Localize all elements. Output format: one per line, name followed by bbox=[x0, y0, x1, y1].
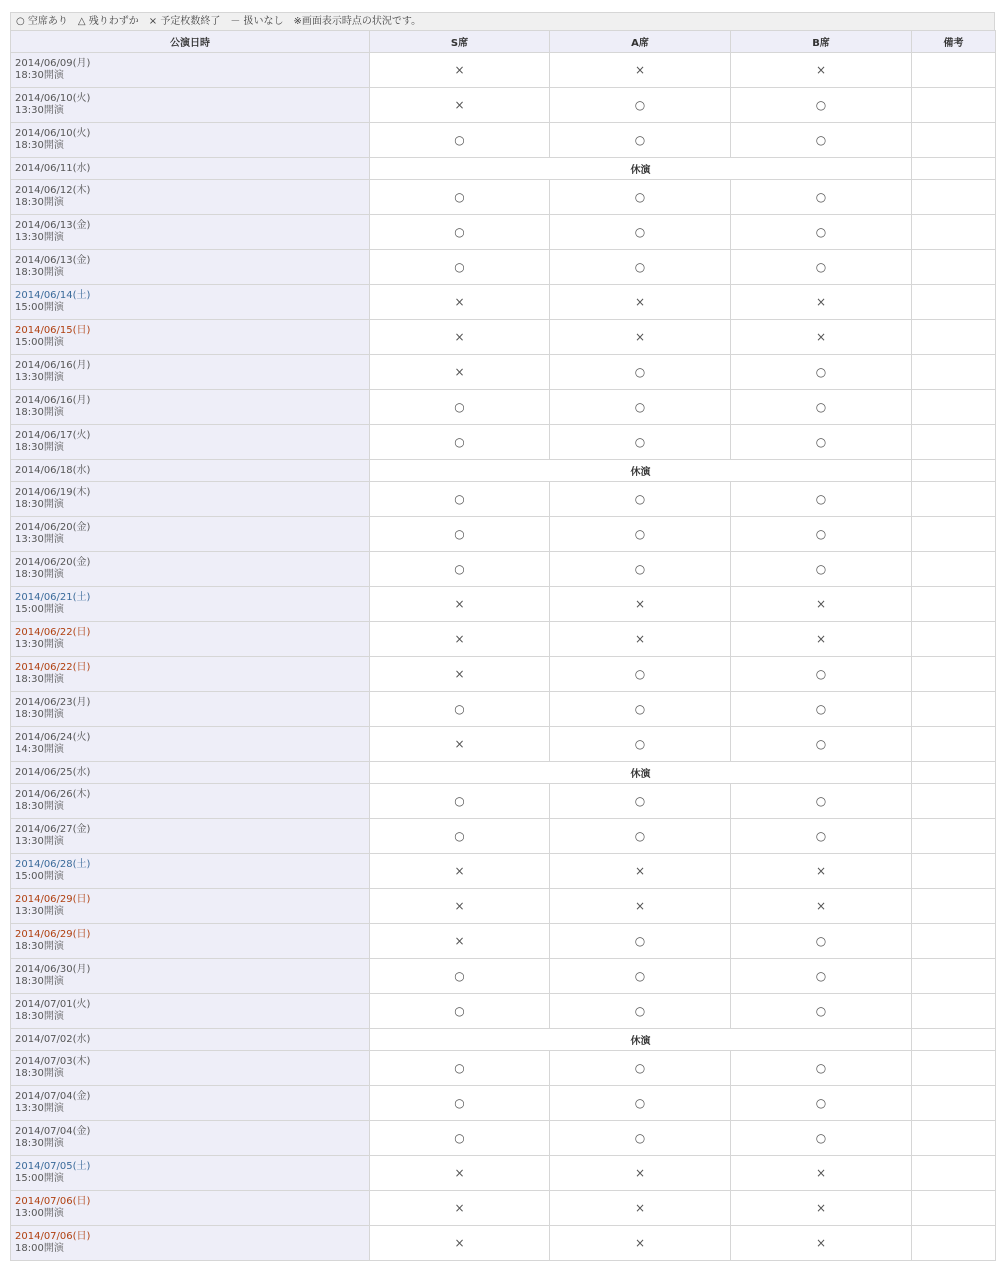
performance-date-cell bbox=[11, 819, 370, 854]
performance-date: 2014/06/21(土) bbox=[15, 592, 91, 603]
performance-time: 18:30開演 bbox=[15, 1011, 64, 1022]
b-seat-status: ○ bbox=[731, 692, 912, 727]
performance-date-cell bbox=[11, 762, 370, 784]
remarks-cell bbox=[912, 1086, 996, 1121]
s-seat-status: ○ bbox=[370, 959, 550, 994]
s-seat-status: ○ bbox=[370, 250, 550, 285]
remarks-cell bbox=[912, 1226, 996, 1261]
a-seat-status: × bbox=[550, 285, 731, 320]
performance-date: 2014/06/10(火) bbox=[15, 93, 91, 104]
table-row bbox=[11, 482, 996, 517]
remarks-cell bbox=[912, 215, 996, 250]
b-seat-status: ○ bbox=[731, 784, 912, 819]
s-seat-status: × bbox=[370, 657, 550, 692]
remarks-cell bbox=[912, 587, 996, 622]
b-seat-status: ○ bbox=[731, 390, 912, 425]
b-seat-status: ○ bbox=[731, 1121, 912, 1156]
b-seat-status: ○ bbox=[731, 250, 912, 285]
performance-time: 18:30開演 bbox=[15, 70, 64, 81]
performance-time: 13:30開演 bbox=[15, 534, 64, 545]
performance-time: 18:30開演 bbox=[15, 197, 64, 208]
performance-date: 2014/06/12(木) bbox=[15, 185, 91, 196]
table-row bbox=[11, 854, 996, 889]
remarks-cell bbox=[912, 285, 996, 320]
s-seat-status: ○ bbox=[370, 994, 550, 1029]
performance-date: 2014/06/22(日) bbox=[15, 627, 91, 638]
b-seat-status: ○ bbox=[731, 517, 912, 552]
performance-time: 18:30開演 bbox=[15, 674, 64, 685]
table-row bbox=[11, 123, 996, 158]
availability-table-container bbox=[10, 12, 995, 1261]
performance-date: 2014/06/09(月) bbox=[15, 58, 91, 69]
table-row bbox=[11, 1086, 996, 1121]
table-row bbox=[11, 819, 996, 854]
remarks-cell bbox=[912, 1029, 996, 1051]
table-row bbox=[11, 285, 996, 320]
performance-date: 2014/06/16(月) bbox=[15, 360, 91, 371]
performance-date: 2014/06/25(水) bbox=[15, 766, 91, 778]
performance-date-cell bbox=[11, 517, 370, 552]
table-row bbox=[11, 1191, 996, 1226]
b-seat-status: ○ bbox=[731, 482, 912, 517]
remarks-cell bbox=[912, 320, 996, 355]
a-seat-status: ○ bbox=[550, 552, 731, 587]
a-seat-status: × bbox=[550, 1156, 731, 1191]
table-row bbox=[11, 622, 996, 657]
performance-date-cell bbox=[11, 482, 370, 517]
table-row bbox=[11, 552, 996, 587]
remarks-cell bbox=[912, 819, 996, 854]
performance-date-cell bbox=[11, 355, 370, 390]
a-seat-status: ○ bbox=[550, 215, 731, 250]
a-seat-status: ○ bbox=[550, 250, 731, 285]
performance-date: 2014/06/30(月) bbox=[15, 964, 91, 975]
s-seat-status: × bbox=[370, 727, 550, 762]
b-seat-status: × bbox=[731, 587, 912, 622]
b-seat-status: × bbox=[731, 889, 912, 924]
a-seat-status: ○ bbox=[550, 88, 731, 123]
remarks-cell bbox=[912, 994, 996, 1029]
s-seat-status: × bbox=[370, 1156, 550, 1191]
remarks-cell bbox=[912, 727, 996, 762]
remarks-cell bbox=[912, 854, 996, 889]
remarks-cell bbox=[912, 784, 996, 819]
performance-time: 18:30開演 bbox=[15, 1068, 64, 1079]
table-row bbox=[11, 215, 996, 250]
b-seat-status: ○ bbox=[731, 1086, 912, 1121]
performance-date-cell bbox=[11, 1121, 370, 1156]
performance-date-cell bbox=[11, 1086, 370, 1121]
b-seat-status: ○ bbox=[731, 215, 912, 250]
remarks-cell bbox=[912, 762, 996, 784]
performance-date-cell bbox=[11, 552, 370, 587]
performance-time: 18:30開演 bbox=[15, 407, 64, 418]
performance-date: 2014/07/04(金) bbox=[15, 1126, 91, 1137]
table-row bbox=[11, 355, 996, 390]
performance-date: 2014/06/29(日) bbox=[15, 894, 91, 905]
b-seat-status: ○ bbox=[731, 819, 912, 854]
performance-date-cell bbox=[11, 215, 370, 250]
b-seat-status: × bbox=[731, 1191, 912, 1226]
a-seat-status: × bbox=[550, 854, 731, 889]
s-seat-status: × bbox=[370, 854, 550, 889]
a-seat-status: × bbox=[550, 53, 731, 88]
table-row bbox=[11, 1156, 996, 1191]
performance-date: 2014/06/26(木) bbox=[15, 789, 91, 800]
performance-date: 2014/07/06(日) bbox=[15, 1196, 91, 1207]
remarks-cell bbox=[912, 1191, 996, 1226]
table-row bbox=[11, 924, 996, 959]
performance-date-cell bbox=[11, 53, 370, 88]
s-seat-status: × bbox=[370, 1226, 550, 1261]
table-row bbox=[11, 1121, 996, 1156]
remarks-cell bbox=[912, 88, 996, 123]
remarks-cell bbox=[912, 460, 996, 482]
remarks-cell bbox=[912, 425, 996, 460]
a-seat-status: × bbox=[550, 587, 731, 622]
a-seat-status: ○ bbox=[550, 123, 731, 158]
performance-date-cell bbox=[11, 460, 370, 482]
a-seat-status: ○ bbox=[550, 692, 731, 727]
a-seat-status: ○ bbox=[550, 517, 731, 552]
performance-time: 15:00開演 bbox=[15, 604, 64, 615]
a-seat-status: ○ bbox=[550, 1121, 731, 1156]
performance-time: 13:30開演 bbox=[15, 105, 64, 116]
performance-date-cell bbox=[11, 250, 370, 285]
a-seat-status: ○ bbox=[550, 1086, 731, 1121]
performance-time: 15:00開演 bbox=[15, 1173, 64, 1184]
performance-date: 2014/07/05(土) bbox=[15, 1161, 91, 1172]
header-a-seat: A席 bbox=[550, 31, 731, 53]
table-row bbox=[11, 727, 996, 762]
b-seat-status: ○ bbox=[731, 123, 912, 158]
performance-date: 2014/06/15(日) bbox=[15, 325, 91, 336]
b-seat-status: ○ bbox=[731, 959, 912, 994]
header-remarks: 備考 bbox=[912, 31, 996, 53]
a-seat-status: × bbox=[550, 889, 731, 924]
remarks-cell bbox=[912, 180, 996, 215]
rest-day-label: 休演 bbox=[370, 460, 912, 482]
s-seat-status: ○ bbox=[370, 552, 550, 587]
performance-date: 2014/06/11(水) bbox=[15, 162, 91, 174]
b-seat-status: ○ bbox=[731, 88, 912, 123]
performance-time: 18:30開演 bbox=[15, 442, 64, 453]
performance-time: 15:00開演 bbox=[15, 871, 64, 882]
table-row bbox=[11, 320, 996, 355]
b-seat-status: × bbox=[731, 1226, 912, 1261]
performance-date: 2014/06/23(月) bbox=[15, 697, 91, 708]
s-seat-status: × bbox=[370, 285, 550, 320]
s-seat-status: × bbox=[370, 924, 550, 959]
remarks-cell bbox=[912, 355, 996, 390]
performance-time: 18:30開演 bbox=[15, 499, 64, 510]
performance-date: 2014/06/24(火) bbox=[15, 732, 91, 743]
table-row bbox=[11, 250, 996, 285]
s-seat-status: ○ bbox=[370, 425, 550, 460]
header-s-seat: S席 bbox=[370, 31, 550, 53]
performance-date-cell bbox=[11, 692, 370, 727]
performance-date-cell bbox=[11, 158, 370, 180]
performance-date: 2014/06/14(土) bbox=[15, 290, 91, 301]
performance-date-cell bbox=[11, 123, 370, 158]
performance-time: 13:30開演 bbox=[15, 906, 64, 917]
s-seat-status: × bbox=[370, 1191, 550, 1226]
table-row bbox=[11, 692, 996, 727]
performance-time: 18:30開演 bbox=[15, 941, 64, 952]
performance-date-cell bbox=[11, 959, 370, 994]
performance-date-cell bbox=[11, 1156, 370, 1191]
s-seat-status: ○ bbox=[370, 819, 550, 854]
b-seat-status: × bbox=[731, 1156, 912, 1191]
remarks-cell bbox=[912, 622, 996, 657]
remarks-cell bbox=[912, 1051, 996, 1086]
availability-table bbox=[10, 30, 996, 1261]
table-row-rest bbox=[11, 762, 996, 784]
b-seat-status: ○ bbox=[731, 425, 912, 460]
a-seat-status: ○ bbox=[550, 390, 731, 425]
remarks-cell bbox=[912, 390, 996, 425]
table-row bbox=[11, 390, 996, 425]
s-seat-status: ○ bbox=[370, 517, 550, 552]
b-seat-status: × bbox=[731, 285, 912, 320]
s-seat-status: ○ bbox=[370, 784, 550, 819]
remarks-cell bbox=[912, 552, 996, 587]
a-seat-status: × bbox=[550, 1191, 731, 1226]
b-seat-status: ○ bbox=[731, 355, 912, 390]
performance-date: 2014/06/29(日) bbox=[15, 929, 91, 940]
availability-legend: ○ 空席あり △ 残りわずか × 予定枚数終了 － 扱いなし ※画面表示時点の状況です。 bbox=[10, 12, 995, 30]
performance-date-cell bbox=[11, 727, 370, 762]
table-row bbox=[11, 959, 996, 994]
s-seat-status: ○ bbox=[370, 1121, 550, 1156]
performance-time: 13:30開演 bbox=[15, 372, 64, 383]
table-row-rest bbox=[11, 1029, 996, 1051]
performance-date-cell bbox=[11, 1051, 370, 1086]
performance-date-cell bbox=[11, 784, 370, 819]
a-seat-status: ○ bbox=[550, 994, 731, 1029]
a-seat-status: ○ bbox=[550, 924, 731, 959]
performance-date-cell bbox=[11, 657, 370, 692]
performance-date: 2014/06/16(月) bbox=[15, 395, 91, 406]
s-seat-status: ○ bbox=[370, 180, 550, 215]
performance-date-cell bbox=[11, 622, 370, 657]
performance-date-cell bbox=[11, 285, 370, 320]
performance-time: 18:30開演 bbox=[15, 801, 64, 812]
a-seat-status: ○ bbox=[550, 355, 731, 390]
header-b-seat: B席 bbox=[731, 31, 912, 53]
s-seat-status: ○ bbox=[370, 390, 550, 425]
s-seat-status: ○ bbox=[370, 1051, 550, 1086]
performance-time: 15:00開演 bbox=[15, 337, 64, 348]
performance-time: 13:30開演 bbox=[15, 1103, 64, 1114]
performance-time: 18:30開演 bbox=[15, 1138, 64, 1149]
table-row bbox=[11, 180, 996, 215]
a-seat-status: × bbox=[550, 320, 731, 355]
performance-date: 2014/07/03(木) bbox=[15, 1056, 91, 1067]
s-seat-status: ○ bbox=[370, 482, 550, 517]
a-seat-status: ○ bbox=[550, 180, 731, 215]
performance-date: 2014/06/22(日) bbox=[15, 662, 91, 673]
remarks-cell bbox=[912, 158, 996, 180]
a-seat-status: ○ bbox=[550, 482, 731, 517]
performance-date: 2014/06/17(火) bbox=[15, 430, 91, 441]
remarks-cell bbox=[912, 53, 996, 88]
a-seat-status: × bbox=[550, 1226, 731, 1261]
performance-date-cell bbox=[11, 924, 370, 959]
performance-date: 2014/06/28(土) bbox=[15, 859, 91, 870]
performance-time: 13:00開演 bbox=[15, 1208, 64, 1219]
s-seat-status: × bbox=[370, 622, 550, 657]
b-seat-status: ○ bbox=[731, 1051, 912, 1086]
a-seat-status: ○ bbox=[550, 727, 731, 762]
performance-date: 2014/06/18(水) bbox=[15, 464, 91, 476]
s-seat-status: × bbox=[370, 587, 550, 622]
rest-day-label: 休演 bbox=[370, 1029, 912, 1051]
performance-time: 13:30開演 bbox=[15, 639, 64, 650]
a-seat-status: ○ bbox=[550, 784, 731, 819]
performance-date-cell bbox=[11, 180, 370, 215]
performance-date: 2014/06/13(金) bbox=[15, 220, 91, 231]
table-row bbox=[11, 889, 996, 924]
a-seat-status: ○ bbox=[550, 657, 731, 692]
b-seat-status: ○ bbox=[731, 180, 912, 215]
s-seat-status: × bbox=[370, 355, 550, 390]
remarks-cell bbox=[912, 657, 996, 692]
performance-date-cell bbox=[11, 320, 370, 355]
remarks-cell bbox=[912, 1156, 996, 1191]
rest-day-label: 休演 bbox=[370, 762, 912, 784]
b-seat-status: × bbox=[731, 53, 912, 88]
performance-date: 2014/06/19(木) bbox=[15, 487, 91, 498]
performance-date-cell bbox=[11, 854, 370, 889]
table-row bbox=[11, 1051, 996, 1086]
performance-date: 2014/06/10(火) bbox=[15, 128, 91, 139]
performance-time: 13:30開演 bbox=[15, 232, 64, 243]
performance-date: 2014/06/13(金) bbox=[15, 255, 91, 266]
performance-date-cell bbox=[11, 889, 370, 924]
performance-time: 18:30開演 bbox=[15, 569, 64, 580]
performance-time: 18:00開演 bbox=[15, 1243, 64, 1254]
performance-date-cell bbox=[11, 425, 370, 460]
a-seat-status: ○ bbox=[550, 1051, 731, 1086]
remarks-cell bbox=[912, 250, 996, 285]
performance-date-cell bbox=[11, 390, 370, 425]
s-seat-status: × bbox=[370, 88, 550, 123]
s-seat-status: ○ bbox=[370, 692, 550, 727]
table-row bbox=[11, 425, 996, 460]
b-seat-status: × bbox=[731, 854, 912, 889]
performance-date: 2014/07/01(火) bbox=[15, 999, 91, 1010]
header-date: 公演日時 bbox=[11, 31, 370, 53]
b-seat-status: × bbox=[731, 622, 912, 657]
performance-time: 18:30開演 bbox=[15, 267, 64, 278]
table-row bbox=[11, 1226, 996, 1261]
performance-date: 2014/07/06(日) bbox=[15, 1231, 91, 1242]
performance-time: 15:00開演 bbox=[15, 302, 64, 313]
performance-date: 2014/06/27(金) bbox=[15, 824, 91, 835]
s-seat-status: ○ bbox=[370, 123, 550, 158]
remarks-cell bbox=[912, 959, 996, 994]
performance-date-cell bbox=[11, 88, 370, 123]
s-seat-status: × bbox=[370, 320, 550, 355]
performance-time: 18:30開演 bbox=[15, 976, 64, 987]
a-seat-status: ○ bbox=[550, 819, 731, 854]
s-seat-status: × bbox=[370, 889, 550, 924]
table-row bbox=[11, 587, 996, 622]
performance-time: 14:30開演 bbox=[15, 744, 64, 755]
performance-date: 2014/07/02(水) bbox=[15, 1033, 91, 1045]
table-row bbox=[11, 517, 996, 552]
performance-time: 18:30開演 bbox=[15, 140, 64, 151]
remarks-cell bbox=[912, 924, 996, 959]
performance-date-cell bbox=[11, 1029, 370, 1051]
remarks-cell bbox=[912, 1121, 996, 1156]
table-row bbox=[11, 994, 996, 1029]
performance-date: 2014/06/20(金) bbox=[15, 522, 91, 533]
table-header-row bbox=[11, 31, 996, 53]
remarks-cell bbox=[912, 123, 996, 158]
performance-date-cell bbox=[11, 587, 370, 622]
b-seat-status: × bbox=[731, 320, 912, 355]
remarks-cell bbox=[912, 692, 996, 727]
remarks-cell bbox=[912, 889, 996, 924]
s-seat-status: × bbox=[370, 53, 550, 88]
s-seat-status: ○ bbox=[370, 1086, 550, 1121]
remarks-cell bbox=[912, 517, 996, 552]
table-row bbox=[11, 657, 996, 692]
a-seat-status: × bbox=[550, 622, 731, 657]
table-row bbox=[11, 784, 996, 819]
b-seat-status: ○ bbox=[731, 552, 912, 587]
performance-date: 2014/07/04(金) bbox=[15, 1091, 91, 1102]
rest-day-label: 休演 bbox=[370, 158, 912, 180]
performance-time: 13:30開演 bbox=[15, 836, 64, 847]
b-seat-status: ○ bbox=[731, 994, 912, 1029]
performance-date-cell bbox=[11, 994, 370, 1029]
performance-date-cell bbox=[11, 1226, 370, 1261]
s-seat-status: ○ bbox=[370, 215, 550, 250]
performance-date: 2014/06/20(金) bbox=[15, 557, 91, 568]
a-seat-status: ○ bbox=[550, 959, 731, 994]
table-row bbox=[11, 88, 996, 123]
a-seat-status: ○ bbox=[550, 425, 731, 460]
performance-date-cell bbox=[11, 1191, 370, 1226]
table-row-rest bbox=[11, 158, 996, 180]
table-row-rest bbox=[11, 460, 996, 482]
remarks-cell bbox=[912, 482, 996, 517]
b-seat-status: ○ bbox=[731, 657, 912, 692]
b-seat-status: ○ bbox=[731, 727, 912, 762]
b-seat-status: ○ bbox=[731, 924, 912, 959]
table-row bbox=[11, 53, 996, 88]
performance-time: 18:30開演 bbox=[15, 709, 64, 720]
